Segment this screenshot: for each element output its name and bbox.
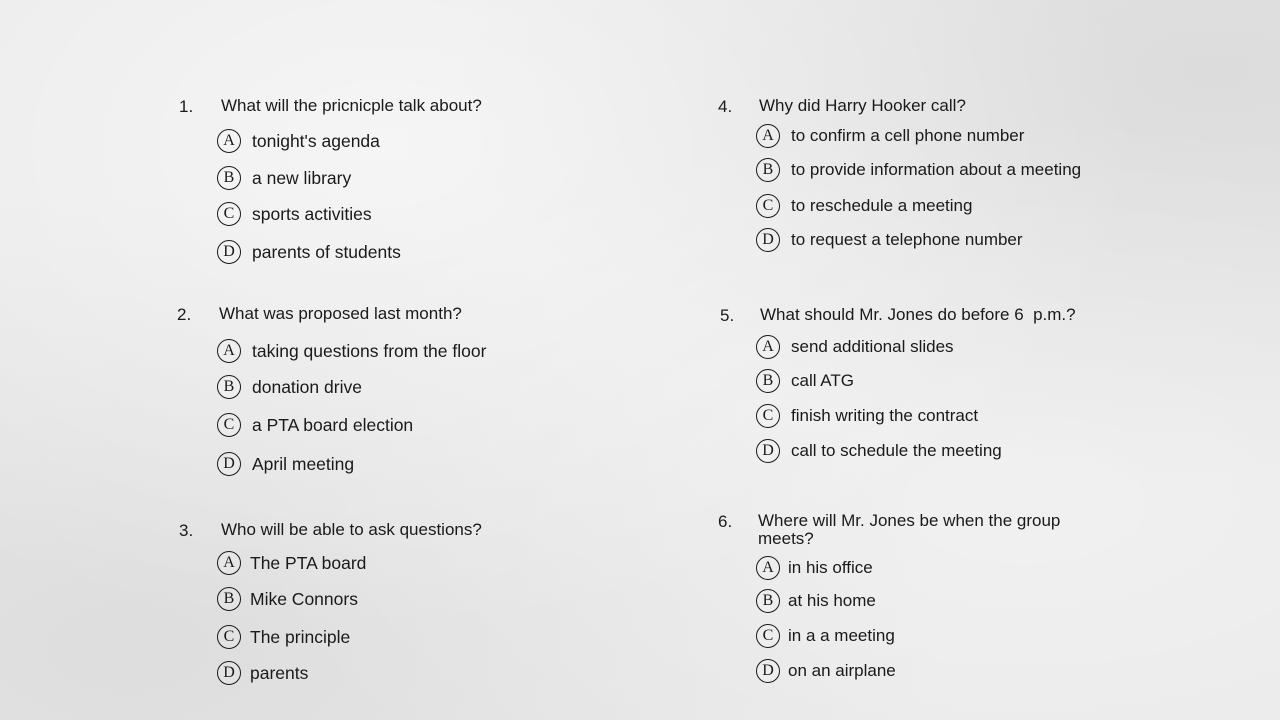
option-text: call ATG — [791, 371, 854, 390]
answer-bubble[interactable]: C — [756, 624, 780, 648]
answer-bubble[interactable]: B — [756, 369, 780, 393]
option-text: The principle — [250, 626, 351, 647]
answer-bubble[interactable]: C — [756, 194, 780, 218]
question-number: 6. — [718, 512, 733, 531]
option-c[interactable] — [217, 200, 372, 228]
question-text: What should Mr. Jones do before 6 p.m.? — [760, 305, 1076, 324]
answer-bubble[interactable]: A — [756, 124, 780, 148]
answer-bubble[interactable]: A — [756, 335, 780, 359]
option-a[interactable] — [217, 549, 366, 577]
option-c[interactable] — [756, 622, 895, 650]
question-text: What was proposed last month? — [219, 304, 462, 323]
option-text: send additional slides — [791, 337, 954, 356]
answer-bubble[interactable]: D — [217, 452, 241, 476]
answer-bubble[interactable]: C — [756, 404, 780, 428]
option-text: a new library — [252, 167, 352, 188]
option-text: in a a meeting — [788, 626, 895, 645]
option-text: donation drive — [252, 376, 362, 397]
answer-bubble[interactable]: A — [217, 129, 241, 153]
option-b[interactable] — [217, 585, 358, 613]
option-text: to confirm a cell phone number — [791, 126, 1025, 145]
option-c[interactable] — [217, 411, 413, 439]
question-number: 1. — [179, 97, 194, 116]
answer-bubble[interactable]: C — [217, 202, 241, 226]
option-text: on an airplane — [788, 661, 896, 680]
answer-bubble[interactable]: B — [756, 158, 780, 182]
option-text: The PTA board — [250, 552, 367, 573]
option-a[interactable] — [756, 122, 1024, 150]
option-c[interactable] — [217, 623, 350, 651]
answer-bubble[interactable]: C — [217, 625, 241, 649]
option-d[interactable] — [756, 226, 1023, 254]
option-text: finish writing the contract — [791, 406, 979, 425]
question-number: 4. — [718, 97, 733, 116]
option-text: parents of students — [252, 241, 401, 262]
answer-bubble[interactable]: B — [217, 375, 241, 399]
option-b[interactable] — [756, 156, 1081, 184]
option-c[interactable] — [756, 402, 978, 430]
option-text: April meeting — [252, 453, 355, 474]
answer-bubble[interactable]: D — [756, 228, 780, 252]
option-b[interactable] — [217, 373, 362, 401]
option-d[interactable] — [217, 450, 354, 478]
option-b[interactable] — [756, 587, 876, 615]
option-text: parents — [250, 662, 309, 683]
option-b[interactable] — [756, 367, 854, 395]
option-text: to request a telephone number — [791, 230, 1023, 249]
option-text: at his home — [788, 591, 876, 610]
answer-bubble[interactable]: A — [756, 556, 780, 580]
option-text: in his office — [788, 558, 873, 577]
answer-bubble[interactable]: D — [217, 661, 241, 685]
question-text: Who will be able to ask questions? — [221, 520, 482, 539]
option-text: sports activities — [252, 203, 372, 224]
answer-bubble[interactable]: D — [756, 659, 780, 683]
option-d[interactable] — [217, 238, 401, 266]
option-text: tonight's agenda — [252, 130, 380, 151]
option-a[interactable] — [217, 337, 486, 365]
question-text: What will the pricnicple talk about? — [221, 96, 482, 115]
option-text: Mike Connors — [250, 588, 358, 609]
question-number: 2. — [177, 305, 192, 324]
answer-bubble[interactable]: B — [217, 166, 241, 190]
option-c[interactable] — [756, 192, 972, 220]
option-text: taking questions from the floor — [252, 340, 487, 361]
option-d[interactable] — [217, 659, 308, 687]
option-a[interactable] — [217, 127, 380, 155]
option-text: call to schedule the meeting — [791, 441, 1002, 460]
answer-bubble[interactable]: A — [217, 339, 241, 363]
answer-bubble[interactable]: A — [217, 551, 241, 575]
answer-bubble[interactable]: D — [217, 240, 241, 264]
option-a[interactable] — [756, 333, 954, 361]
option-d[interactable] — [756, 657, 896, 685]
option-b[interactable] — [217, 164, 351, 192]
answer-bubble[interactable]: B — [217, 587, 241, 611]
answer-bubble[interactable]: D — [756, 439, 780, 463]
answer-bubble[interactable]: B — [756, 589, 780, 613]
question-text: Why did Harry Hooker call? — [759, 96, 966, 115]
option-text: to reschedule a meeting — [791, 196, 973, 215]
question-number: 3. — [179, 521, 194, 540]
option-d[interactable] — [756, 437, 1002, 465]
option-text: to provide information about a meeting — [791, 160, 1082, 179]
answer-bubble[interactable]: C — [217, 413, 241, 437]
option-a[interactable] — [756, 554, 873, 582]
question-text: Where will Mr. Jones be when the group meets? — [758, 511, 1061, 548]
question-number: 5. — [720, 306, 735, 325]
option-text: a PTA board election — [252, 414, 414, 435]
